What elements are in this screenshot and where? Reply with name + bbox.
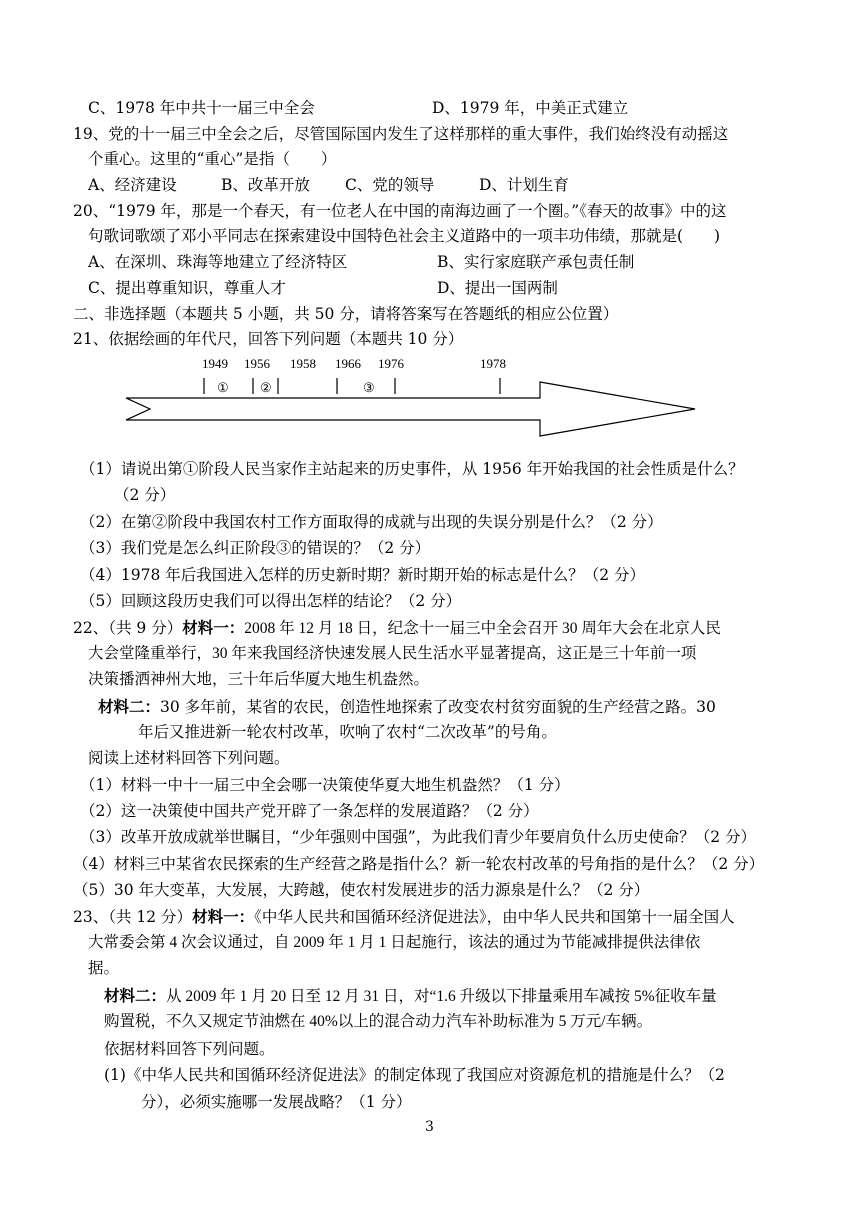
timeline-stage-marker: ② (260, 380, 272, 395)
timeline-stage-marker: ① (217, 380, 229, 395)
q22-sub3: （3）改革开放成就举世瞩目，“少年强则中国强”，为此我们青少年要肩负什么历史使命？（2 分） (80, 828, 757, 846)
q23-sub1-line2: 分），必须实施哪一发展战略？（1 分） (141, 1093, 412, 1111)
q19-stem-line2: 个重心。这里的“重心”是指（ ） (88, 150, 337, 168)
q22-material2-line1 (98, 697, 716, 717)
q23-material1-line1: 《中华人民共和国循环经济促进法》，由中华人民共和国第十一届全国人 (254, 909, 735, 926)
q22-points: 22、（共 9 分） (73, 619, 183, 637)
q23-material1-line2: 大常委会第 4 次会议通过，自 2009 年 1 月 1 日起施行，该法的通过为节能减排提供法律依 (88, 934, 701, 951)
q19-stem-line1: 19、党的十一届三中全会之后，尽管国际国内发生了这样那样的重大事件，我们始终没有动摇这 (73, 125, 729, 143)
q22-material1-line1: 2008 年 12 月 18 日，纪念十一届三中全会召开 30 周年大会在北京人民 (244, 620, 721, 637)
q21-sub2: （2）在第②阶段中我国农村工作方面取得的成就与出现的失误分别是什么？（2 分） (80, 513, 663, 531)
timeline-year: 1956 (244, 356, 270, 371)
q23-points: 23、（共 12 分） (73, 908, 193, 926)
q20-stem-line2: 句歌词歌颂了邓小平同志在探索建设中国特色社会主义道路中的一项丰功伟绩，那就是( ) (88, 227, 721, 245)
q20-option-c: C、提出尊重知识，尊重人才 (88, 279, 286, 297)
q22-material2-text: 30 多年前，某省的农民，创造性地探索了改变农村贫穷面貌的生产经营之路。30 (160, 698, 716, 716)
q23-instruction: 依据材料回答下列问题。 (104, 1040, 275, 1058)
timeline-year: 1978 (480, 356, 506, 371)
q23-heading (73, 907, 735, 928)
q23-material1-line3: 据。 (88, 960, 120, 977)
q21-sub5: （5）回顾这段历史我们可以得出怎样的结论？（2 分） (80, 592, 462, 610)
q21-sub3: （3）我们党是怎么纠正阶段③的错误的？（2 分） (80, 539, 431, 557)
q22-sub4: （4）材料三中某省农民探索的生产经营之路是指什么？新一轮农村改革的号角指的是什么？（2 分） (73, 855, 765, 873)
q22-material2-label: 材料二： (98, 697, 161, 716)
q18-option-c: C、1978 年中共十一届三中全会 (88, 99, 315, 117)
q21-title: 21、依据绘画的年代尺，回答下列问题（本题共 10 分） (73, 330, 464, 348)
q22-material2-line2: 年后又推进新一轮农村改革，吹响了农村“二次改革”的号角。 (138, 723, 557, 741)
q20-option-b: B、实行家庭联产承包责任制 (437, 253, 635, 271)
q20-stem-line1: 20、“1979 年，那是一个春天，有一位老人在中国的南海边画了一个圈。”《春天的故事》中的这 (73, 202, 727, 220)
q22-instruction: 阅读上述材料回答下列问题。 (88, 749, 290, 767)
q23-material2-line2: 购置税，不久又规定节油燃在 40%以上的混合动力汽车补助标准为 5 万元/车辆。 (104, 1013, 653, 1030)
q20-option-a: A、在深圳、珠海等地建立了经济特区 (88, 253, 348, 271)
page-number: 3 (425, 1119, 434, 1135)
q22-sub1: （1）材料一中十一届三中全会哪一决策使华夏大地生机盎然？（1 分） (80, 776, 570, 794)
q23-material1-label: 材料一： (192, 907, 255, 926)
q22-material1-line2: 大会堂隆重举行，30 年来我国经济快速发展人民生活水平显著提高，这正是三十年前一项 (88, 645, 697, 662)
q18-option-d: D、1979 年，中美正式建立 (432, 99, 629, 117)
timeline-year: 1949 (202, 356, 228, 371)
q19-option-d: D、计划生育 (479, 176, 569, 194)
q19-option-b: B、改革开放 (221, 176, 310, 194)
q23-sub1-line1: (1)《中华人民共和国循环经济促进法》的制定体现了我国应对资源危机的措施是什么？（2 (104, 1066, 725, 1084)
section-heading: 二、非选择题（本题共 5 小题，共 50 分，请将答案写在答题纸的相应公位置） (73, 305, 619, 323)
q19-option-c: C、党的领导 (345, 176, 435, 194)
q21-sub1-line2: （2 分） (114, 486, 176, 504)
q19-option-a: A、经济建设 (88, 176, 177, 194)
q21-sub4: （4）1978 年后我国进入怎样的历史新时期？新时期开始的标志是什么？（2 分） (80, 566, 646, 584)
q22-sub2: （2）这一决策使中国共产党开辟了一条怎样的发展道路？（2 分） (80, 802, 539, 820)
timeline-arrow (126, 382, 695, 436)
timeline-ticks (204, 378, 500, 394)
timeline-year: 1966 (335, 356, 361, 371)
q22-heading (73, 618, 721, 639)
timeline-stage-marker: ③ (363, 380, 375, 395)
q21-sub1-line1: （1）请说出第①阶段人民当家作主站起来的历史事件，从 1956 年开始我国的社会性质是什么？ (80, 460, 744, 478)
timeline-year: 1958 (290, 356, 316, 371)
q23-material2-text: 从 2009 年 1 月 20 日至 12 月 31 日，对“1.6 升级以下排量乘用车减按 5%征收车量 (166, 988, 717, 1005)
q23-material2-line1 (104, 986, 717, 1007)
q20-option-d: D、提出一国两制 (437, 279, 558, 297)
q22-sub5: （5）30 年大变革，大发展，大跨越，使农村发展进步的活力源泉是什么？（2 分） (73, 881, 650, 899)
timeline-year: 1976 (378, 356, 404, 371)
q23-material2-label: 材料二： (104, 986, 167, 1005)
timeline-diagram (120, 348, 700, 440)
q22-material1-label: 材料一： (182, 618, 245, 637)
q22-material1-line3: 决策播洒神州大地，三十年后华厦大地生机盎然。 (88, 671, 430, 688)
